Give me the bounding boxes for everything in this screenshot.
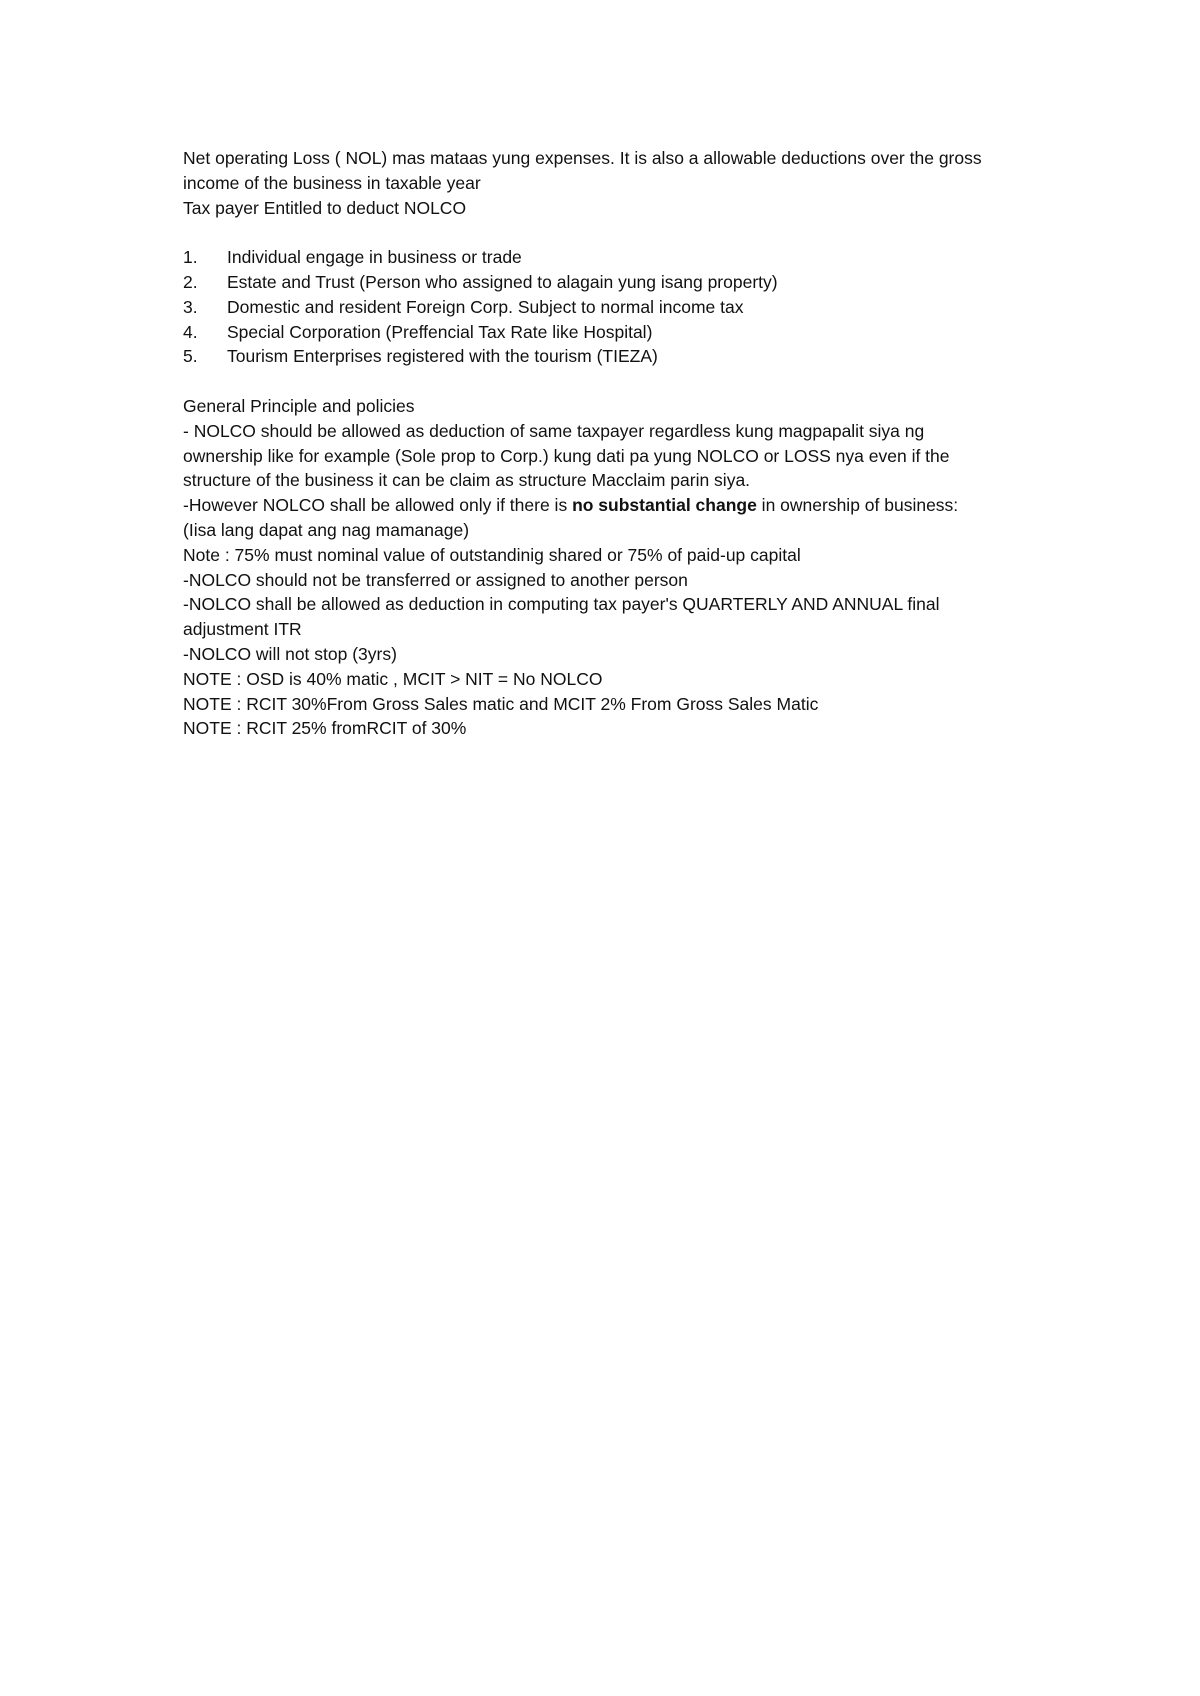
list-item-number: 3. <box>183 296 198 317</box>
taxpayer-list <box>183 245 1063 369</box>
list-item <box>183 320 1063 345</box>
list-item-text: Domestic and resident Foreign Corp. Subject to normal income tax <box>227 296 744 317</box>
principle-2-text-before: -However NOLCO shall be allowed only if there is <box>183 495 573 516</box>
principle-2-line-2: (Iisa lang dapat ang nag mamanage) <box>183 519 470 540</box>
intro-line-1: Net operating Loss ( NOL) mas mataas yung expenses. It is also a allowable deductions over the gross <box>183 148 982 168</box>
principle-2-line-1 <box>183 493 1063 518</box>
principle-4-line-1: -NOLCO shall be allowed as deduction in computing tax payer's QUARTERLY AND ANNUAL final <box>183 594 940 615</box>
list-item <box>183 295 1063 320</box>
list-item-text: Tourism Enterprises registered with the tourism (TIEZA) <box>227 346 658 367</box>
list-item-text: Estate and Trust (Person who assigned to alagain yung isang property) <box>227 271 778 292</box>
principle-1-line-1: - NOLCO should be allowed as deduction of same taxpayer regardless kung magpapalit siya ng <box>183 420 925 441</box>
intro-line-2: income of the business in taxable year <box>183 172 481 193</box>
list-item-number: 2. <box>183 271 198 292</box>
blank-line <box>183 369 1063 394</box>
principle-1-line-2: ownership like for example (Sole prop to Corp.) kung dati pa yung NOLCO or LOSS nya even if the <box>183 445 950 466</box>
list-item-text: Individual engage in business or trade <box>227 247 522 268</box>
list-item <box>183 245 1063 270</box>
list-item-text: Special Corporation (Preffencial Tax Rate like Hospital) <box>227 321 653 342</box>
intro-line-3: Tax payer Entitled to deduct NOLCO <box>183 197 467 218</box>
document-body <box>183 146 1063 741</box>
principle-2-text-after: in ownership of business: <box>756 495 959 516</box>
list-item-number: 5. <box>183 346 198 367</box>
note-1: Note : 75% must nominal value of outstandinig shared or 75% of paid-up capital <box>183 544 801 565</box>
note-2: NOTE : OSD is 40% matic , MCIT > NIT = No NOLCO <box>183 668 603 689</box>
list-item <box>183 270 1063 295</box>
blank-line <box>183 220 1063 245</box>
note-3: NOTE : RCIT 30%From Gross Sales matic and MCIT 2% From Gross Sales Matic <box>183 693 819 714</box>
principle-2-bold-text: no substantial change <box>572 495 757 516</box>
principles-heading: General Principle and policies <box>183 395 415 416</box>
list-item <box>183 344 1063 369</box>
note-4: NOTE : RCIT 25% fromRCIT of 30% <box>183 718 467 739</box>
principle-3: -NOLCO should not be transferred or assigned to another person <box>183 569 688 590</box>
principle-5: -NOLCO will not stop (3yrs) <box>183 643 397 664</box>
principle-4-line-2: adjustment ITR <box>183 619 302 640</box>
list-item-number: 1. <box>183 247 198 268</box>
principle-1-line-3: structure of the business it can be claim as structure Macclaim parin siya. <box>183 470 751 491</box>
list-item-number: 4. <box>183 321 198 342</box>
